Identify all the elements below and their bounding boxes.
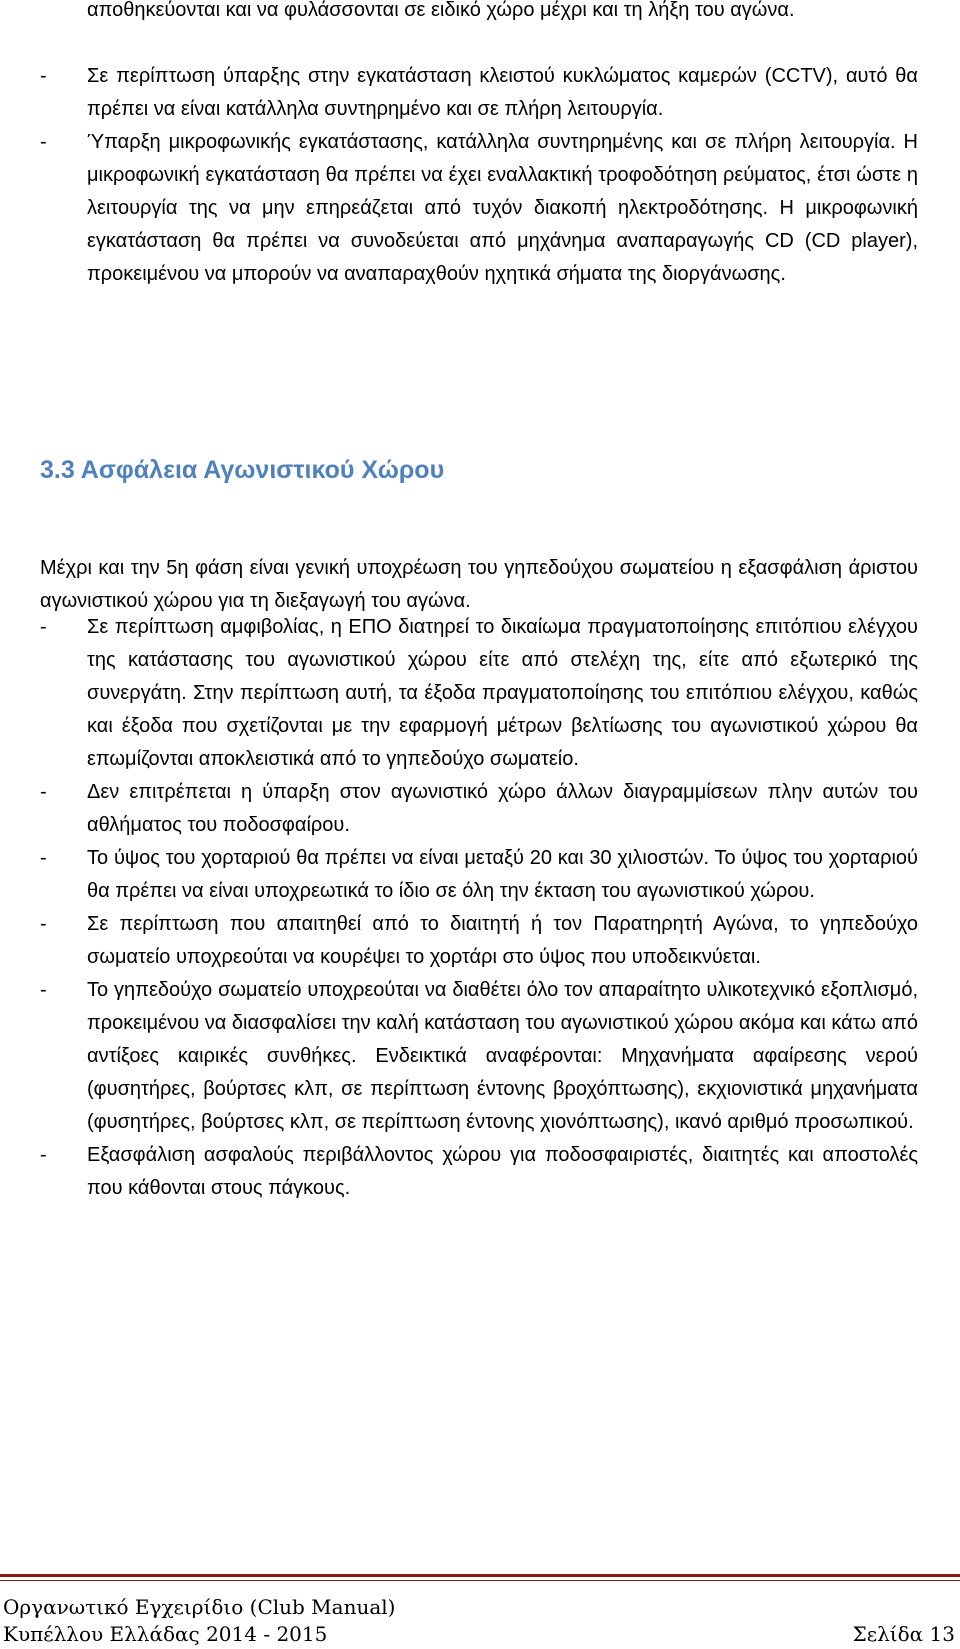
bullet-dash: -: [40, 847, 47, 869]
bullet-dash: -: [40, 913, 47, 935]
bullet-text: Σε περίπτωση που απαιτηθεί από το διαιτητή ή τον Παρατηρητή Αγώνα, το γηπεδούχο σωματείο υποχρεούται να κουρέψει το χορτάρι στο ύψος που υποδεικνύεται.: [87, 913, 918, 968]
top-bullet-list: [40, 60, 918, 291]
footer-rule-thin: [0, 1580, 960, 1581]
intro-paragraph: Μέχρι και την 5η φάση είναι γενική υποχρέωση του γηπεδούχου σωματείου η εξασφάλιση άριστου αγωνιστικού χώρου για τη διεξαγωγή του αγώνα.: [40, 557, 918, 612]
footer-cup-season: [3, 1621, 955, 1647]
list-item: [40, 1139, 918, 1205]
footer-line2-text: Κυπέλλου Ελλάδας 2014 - 2015: [3, 1622, 328, 1646]
bullet-text: Το γηπεδούχο σωματείο υποχρεούται να διαθέτει όλο τον απαραίτητο υλικοτεχνικό εξοπλισμό, προκειμένου να διασφαλίσει την καλή κατάσταση του αγωνιστικού χώρου ακόμα και κάτω από αντίξοες καιρικές συνθήκες. Ενδεικτικά αναφέρονται: Μηχανήματα αφαίρεσης νερού (φυσητήρες, βούρτσες κλπ, σε περίπτωση έντονης βροχόπτωσης), εκχιονιστικά μηχανήματα (φυσητήρες, βούρτσες κλπ, σε περίπτωση έντονης χιονόπτωσης), ικανό αριθμό προσωπικού.: [87, 979, 918, 1133]
section-bullet-list: [40, 611, 918, 1205]
list-item: [40, 126, 918, 291]
bullet-dash: -: [40, 616, 47, 638]
list-item: [40, 60, 918, 126]
bullet-text: Σε περίπτωση αμφιβολίας, η ΕΠΟ διατηρεί το δικαίωμα πραγματοποίησης επιτόπιου ελέγχου της κατάστασης του αγωνιστικού χώρου είτε από στελέχη της, είτε από εξωτερικό της συνεργάτη. Στην περίπτωση αυτή, τα έξοδα πραγματοποίησης του επιτόπιου ελέγχου, καθώς και έξοδα που σχετίζονται με την εφαρμογή μέτρων βελτίωσης του αγωνιστικού χώρου θα επωμίζονται αποκλειστικά από το γηπεδούχο σωματείο.: [87, 616, 918, 770]
bullet-dash: -: [40, 979, 47, 1001]
list-item: [40, 611, 918, 776]
bullet-text: Εξασφάλιση ασφαλούς περιβάλλοντος χώρου για ποδοσφαιριστές, διαιτητές και αποστολές που κάθονται στους πάγκους.: [87, 1144, 918, 1199]
footer-rule: [0, 1574, 960, 1577]
page-number: Σελίδα 13: [852, 1622, 955, 1646]
footer-manual-title: [3, 1594, 955, 1620]
bullet-text: Δεν επιτρέπεται η ύπαρξη στον αγωνιστικό χώρο άλλων διαγραμμίσεων πλην αυτών του αθλήματος του ποδοσφαίρου.: [87, 781, 918, 836]
bullet-dash: -: [40, 1144, 47, 1166]
bullet-dash: -: [40, 131, 47, 153]
bullet-text: Ύπαρξη μικροφωνικής εγκατάστασης, κατάλληλα συντηρημένης και σε πλήρη λειτουργία. Η μικροφωνική εγκατάσταση θα πρέπει να έχει εναλλακτική τροφοδότηση ρεύματος, έτσι ώστε η λειτουργία της να μην επηρεάζεται από τυχόν διακοπή ηλεκτροδότησης. Η μικροφωνική εγκατάσταση θα πρέπει να συνοδεύεται από μηχάνημα αναπαραγωγής CD (CD player), προκειμένου να μπορούν να αναπαραχθούν ηχητικά σήματα της διοργάνωσης.: [87, 131, 918, 285]
footer-line1-text: Οργανωτικό Εγχειρίδιο (Club Manual): [3, 1595, 396, 1619]
bullet-text: Σε περίπτωση ύπαρξης στην εγκατάσταση κλειστού κυκλώματος καμερών (CCTV), αυτό θα πρέπει να είναι κατάλληλα συντηρημένο και σε πλήρη λειτουργία.: [87, 65, 918, 120]
continued-text: αποθηκεύονται και να φυλάσσονται σε ειδικό χώρο μέχρι και τη λήξη του αγώνα.: [87, 0, 795, 21]
list-item: [40, 776, 918, 842]
bullet-dash: -: [40, 65, 47, 87]
bullet-text: Το ύψος του χορταριού θα πρέπει να είναι μεταξύ 20 και 30 χιλιοστών. Το ύψος του χορταριού θα πρέπει να είναι υποχρεωτικά το ίδιο σε όλη την έκταση του αγωνιστικού χώρου.: [87, 847, 918, 902]
list-item: [40, 908, 918, 974]
list-item: [40, 974, 918, 1139]
list-item: [40, 842, 918, 908]
bullet-dash: -: [40, 781, 47, 803]
section-heading: 3.3 Ασφάλεια Αγωνιστικού Χώρου: [40, 456, 445, 484]
